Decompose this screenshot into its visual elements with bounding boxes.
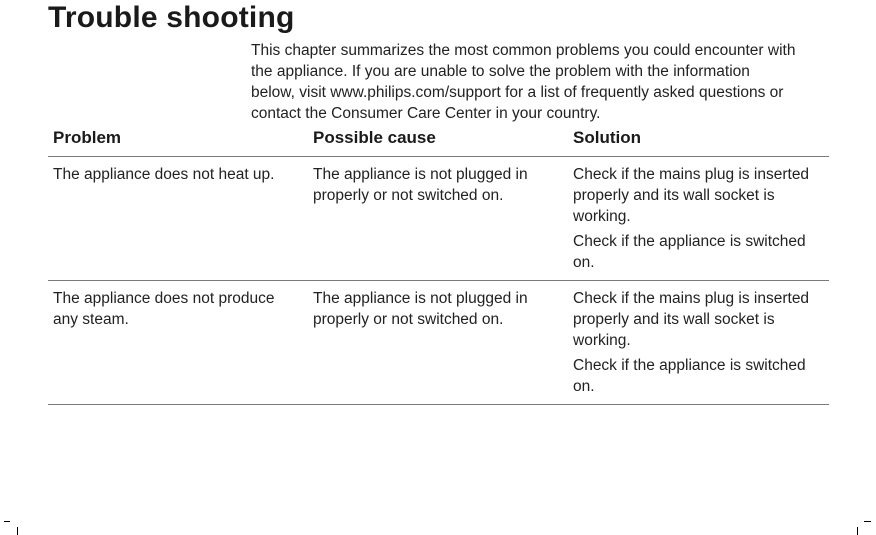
troubleshooting-table bbox=[48, 126, 829, 405]
solution-text: Check if the mains plug is inserted bbox=[573, 166, 810, 183]
crop-mark bbox=[4, 521, 10, 522]
problem-text: The appliance does not produce bbox=[53, 290, 275, 307]
cause-text: properly or not switched on. bbox=[313, 187, 504, 204]
problem-cell bbox=[48, 288, 308, 404]
problem-cell bbox=[48, 164, 308, 280]
header-solution: Solution bbox=[573, 128, 641, 147]
cause-text: The appliance is not plugged in bbox=[313, 290, 528, 307]
solution-text: working. bbox=[573, 332, 631, 349]
table-row bbox=[48, 281, 829, 405]
cause-text: properly or not switched on. bbox=[313, 311, 504, 328]
crop-mark bbox=[864, 521, 871, 522]
solution-cell bbox=[568, 164, 829, 280]
intro-line: This chapter summarizes the most common problems you could encounter with bbox=[251, 42, 796, 59]
solution-text: Check if the appliance is switched bbox=[573, 233, 806, 250]
cause-text: The appliance is not plugged in bbox=[313, 166, 528, 183]
page-title: Trouble shooting bbox=[48, 1, 295, 34]
problem-text: any steam. bbox=[53, 311, 129, 328]
intro-paragraph bbox=[251, 40, 841, 124]
table-header-row bbox=[48, 126, 829, 157]
problem-text: The appliance does not heat up. bbox=[53, 166, 275, 183]
intro-line: the appliance. If you are unable to solve the problem with the information bbox=[251, 63, 750, 80]
cause-cell bbox=[308, 164, 568, 280]
solution-text: properly and its wall socket is bbox=[573, 311, 775, 328]
crop-mark bbox=[857, 527, 858, 535]
cause-cell bbox=[308, 288, 568, 404]
intro-line: contact the Consumer Care Center in your country. bbox=[251, 105, 601, 122]
solution-text: on. bbox=[573, 378, 595, 395]
solution-text: properly and its wall socket is bbox=[573, 187, 775, 204]
crop-mark bbox=[17, 527, 18, 535]
solution-text: Check if the appliance is switched bbox=[573, 357, 806, 374]
table-row bbox=[48, 157, 829, 281]
intro-line: below, visit www.philips.com/support for a list of frequently asked questions or bbox=[251, 84, 784, 101]
solution-text: on. bbox=[573, 254, 595, 271]
header-problem: Problem bbox=[53, 128, 122, 147]
header-possible-cause: Possible cause bbox=[313, 128, 436, 147]
solution-text: working. bbox=[573, 208, 631, 225]
solution-cell bbox=[568, 288, 829, 404]
solution-text: Check if the mains plug is inserted bbox=[573, 290, 810, 307]
